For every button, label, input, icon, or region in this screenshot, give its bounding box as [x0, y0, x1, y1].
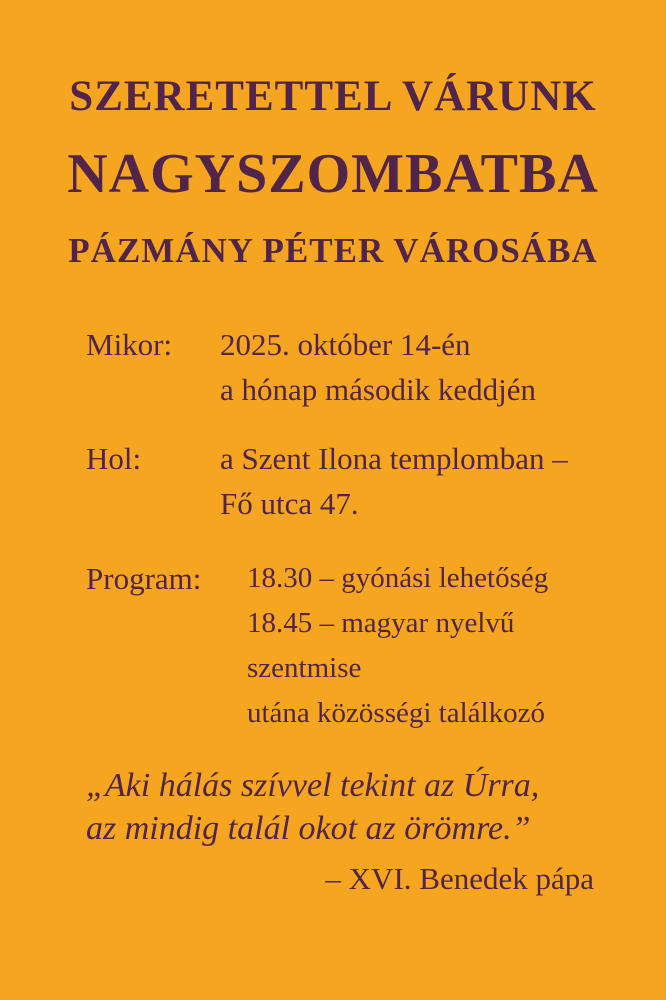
where-value [220, 436, 666, 526]
program-line-4: utána közösségi találkozó [247, 697, 545, 729]
program-line-1: 18.30 – gyónási lehetőség [247, 562, 549, 594]
program-line-3: szentmise [247, 652, 362, 684]
detail-row-program [86, 556, 666, 736]
program-line-2: 18.45 – magyar nyelvű [247, 607, 515, 639]
poster-title-line-2: NAGYSZOMBATBA [67, 143, 599, 205]
event-details [86, 322, 666, 736]
where-line-1: a Szent Ilona templomban – [220, 441, 568, 476]
program-label: Program: [86, 561, 202, 596]
quote-section [86, 764, 594, 900]
detail-row-when [86, 322, 666, 412]
program-value [247, 556, 666, 736]
when-line-2: a hónap második keddjén [220, 372, 536, 407]
poster-title-block [0, 0, 666, 272]
when-line-1: 2025. október 14-én [220, 327, 471, 362]
quote-attribution: – XVI. Benedek pápa [325, 861, 594, 896]
when-value [220, 322, 666, 412]
where-line-2: Fő utca 47. [220, 486, 359, 521]
poster-title-line-1: SZERETETTEL VÁRUNK [69, 73, 597, 120]
quote-line-1: „Aki hálás szívvel tekint az Úrra, [86, 767, 540, 804]
where-label: Hol: [86, 441, 142, 476]
detail-row-where [86, 436, 666, 526]
poster-title-line-3: PÁZMÁNY PÉTER VÁROSÁBA [68, 231, 598, 270]
when-label: Mikor: [86, 327, 173, 362]
quote-line-2: az mindig talál okot az örömre.” [86, 810, 531, 847]
